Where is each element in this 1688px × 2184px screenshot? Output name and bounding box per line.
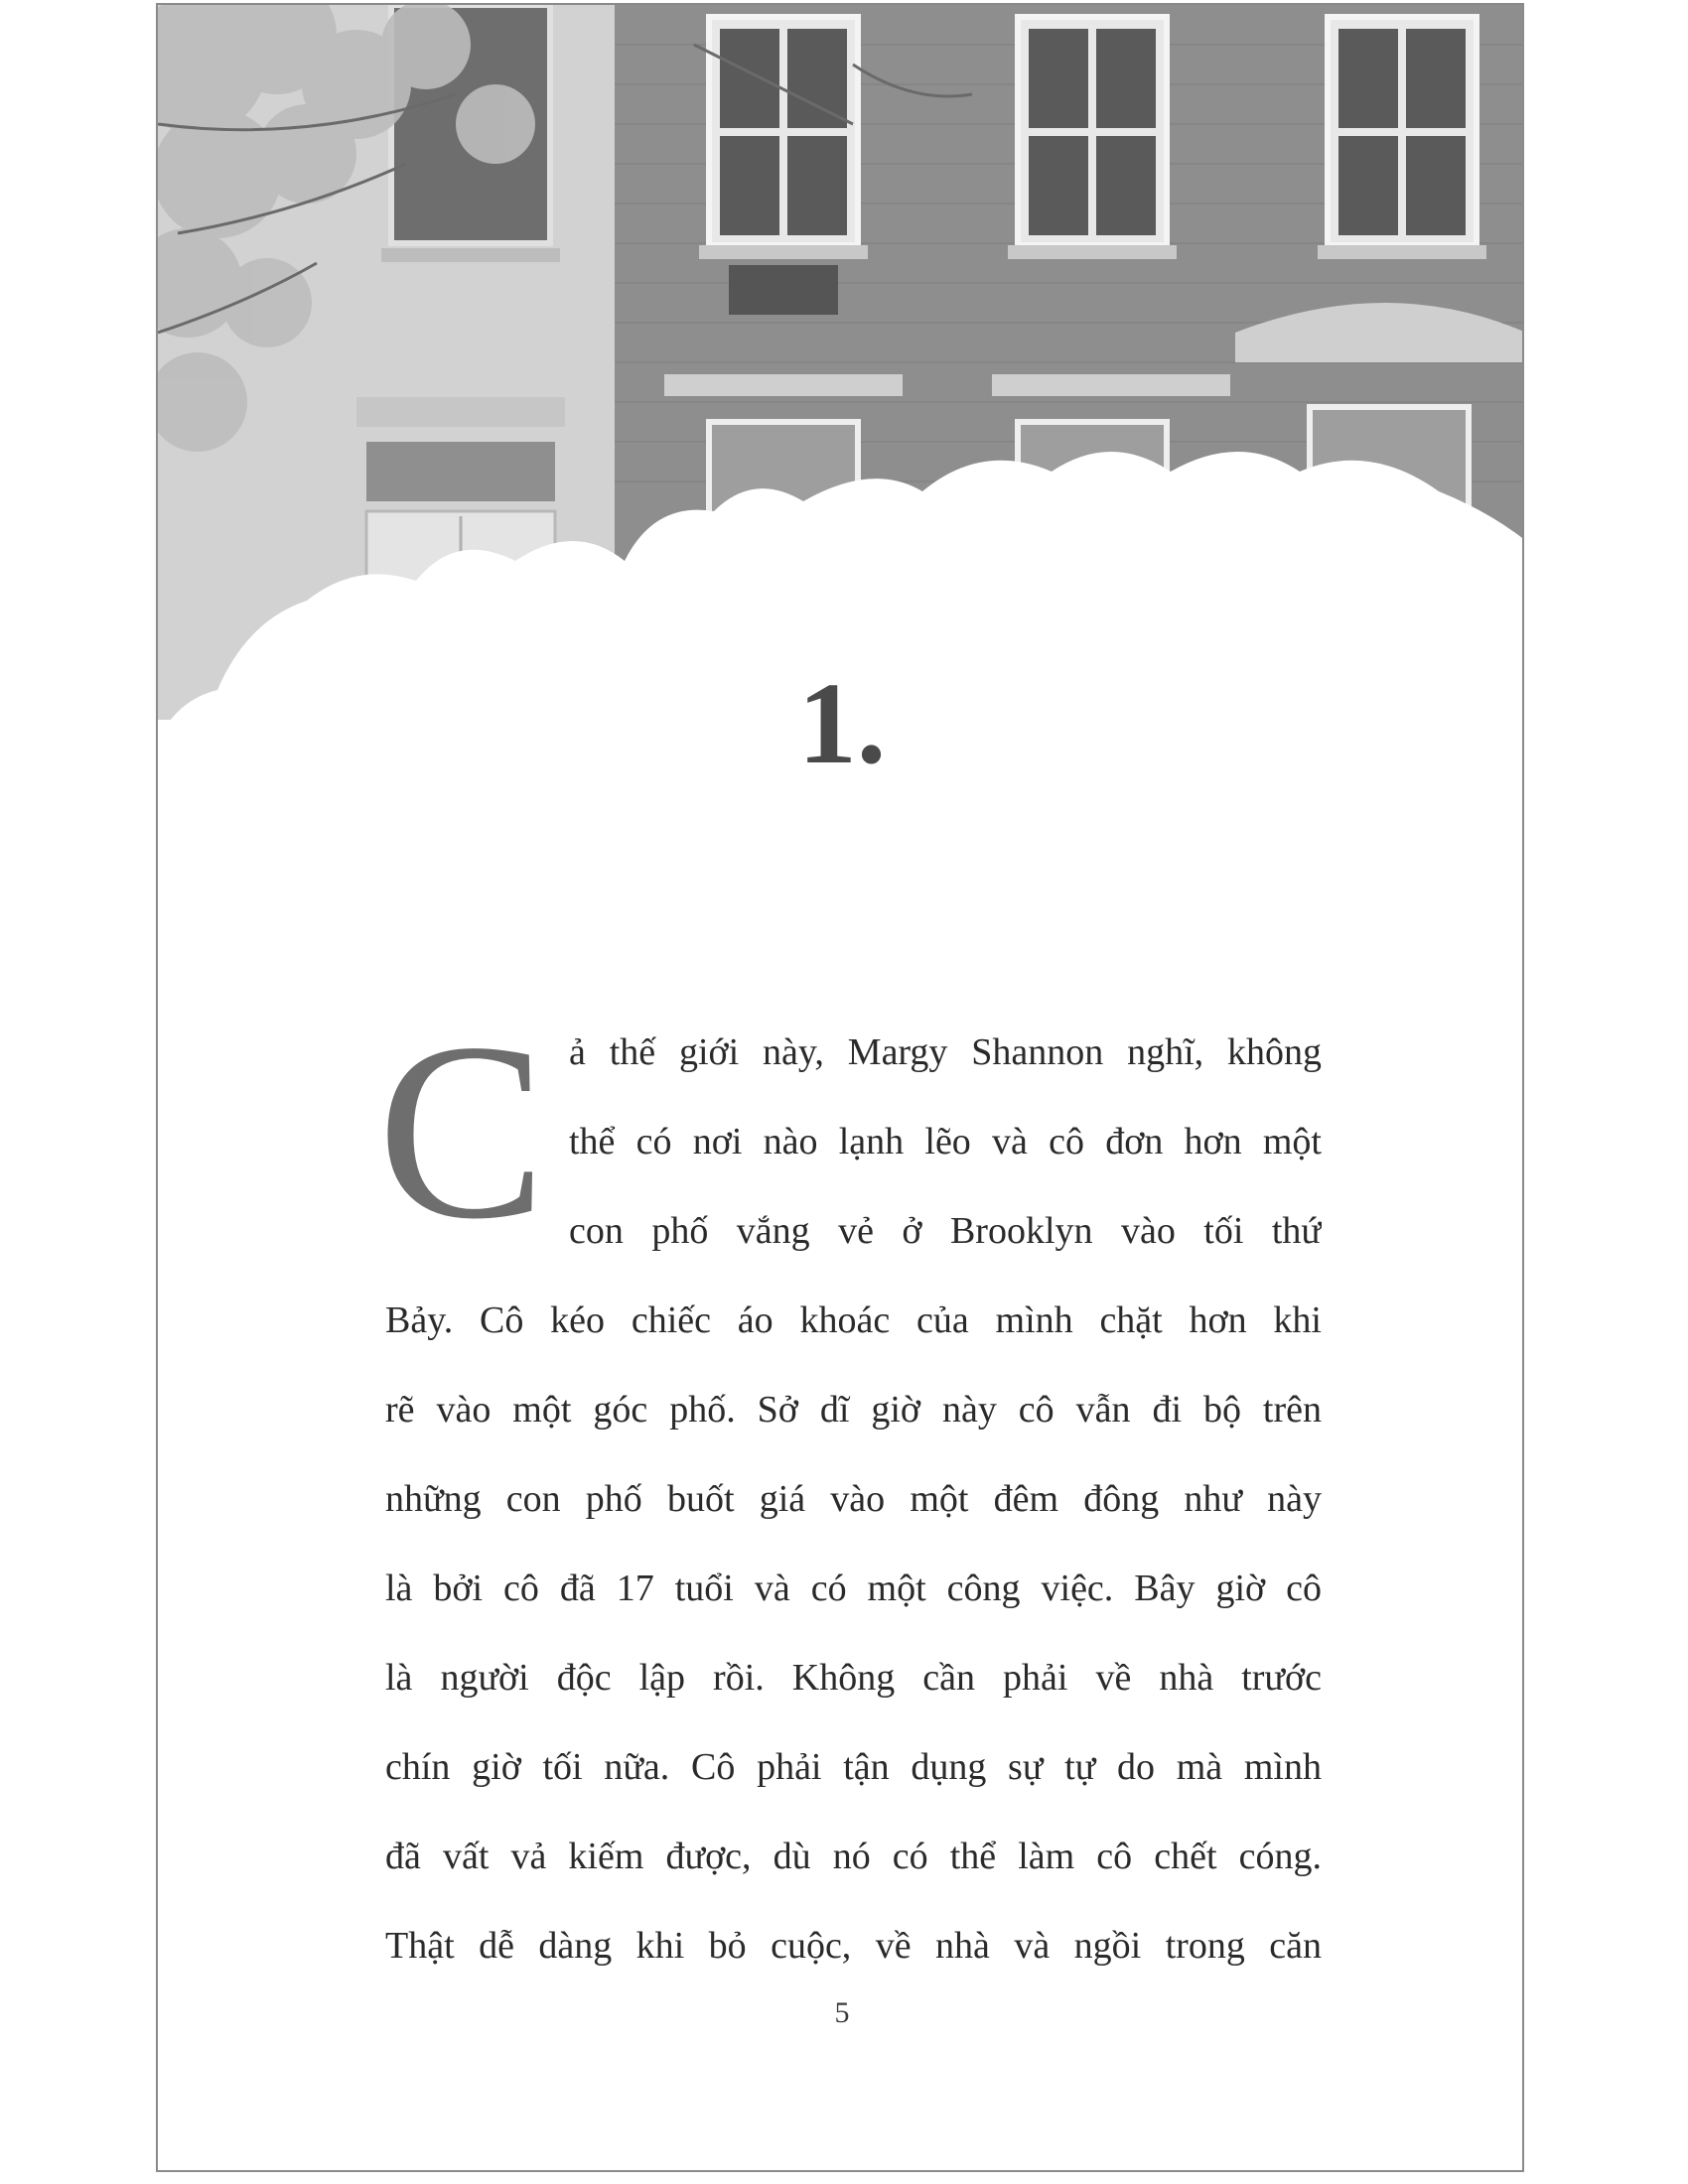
text-line: thể có nơi nào lạnh lẽo và cô đơn hơn một [569,1121,1322,1162]
text-line: con phố vắng vẻ ở Brooklyn vào tối thứ [569,1210,1322,1252]
text-line: Thật dễ dàng khi bỏ cuộc, về nhà và ngồi trong căn [385,1925,1322,1967]
page-number: 5 [834,1996,850,2029]
text-line: chín giờ tối nữa. Cô phải tận dụng sự tự do mà mình [385,1746,1322,1788]
chapter-number: 1. [797,658,887,788]
drop-cap: C [377,992,547,1272]
text-line: đã vất vả kiếm được, dù nó có thể làm cô chết cóng. [385,1836,1322,1877]
text-line: những con phố buốt giá vào một đêm đông như này [385,1478,1322,1520]
text-line: Bảy. Cô kéo chiếc áo khoác của mình chặt hơn khi [385,1299,1322,1341]
text-line: là bởi cô đã 17 tuổi và có một công việc. Bây giờ cô [385,1568,1322,1609]
text-line: rẽ vào một góc phố. Sở dĩ giờ này cô vẫn đi bộ trên [385,1389,1322,1431]
text-line: ả thế giới này, Margy Shannon nghĩ, không [569,1031,1322,1073]
text-line: là người độc lập rồi. Không cần phải về nhà trước [385,1657,1322,1699]
chapter-body [377,992,1322,1990]
book-page [156,3,1524,2172]
